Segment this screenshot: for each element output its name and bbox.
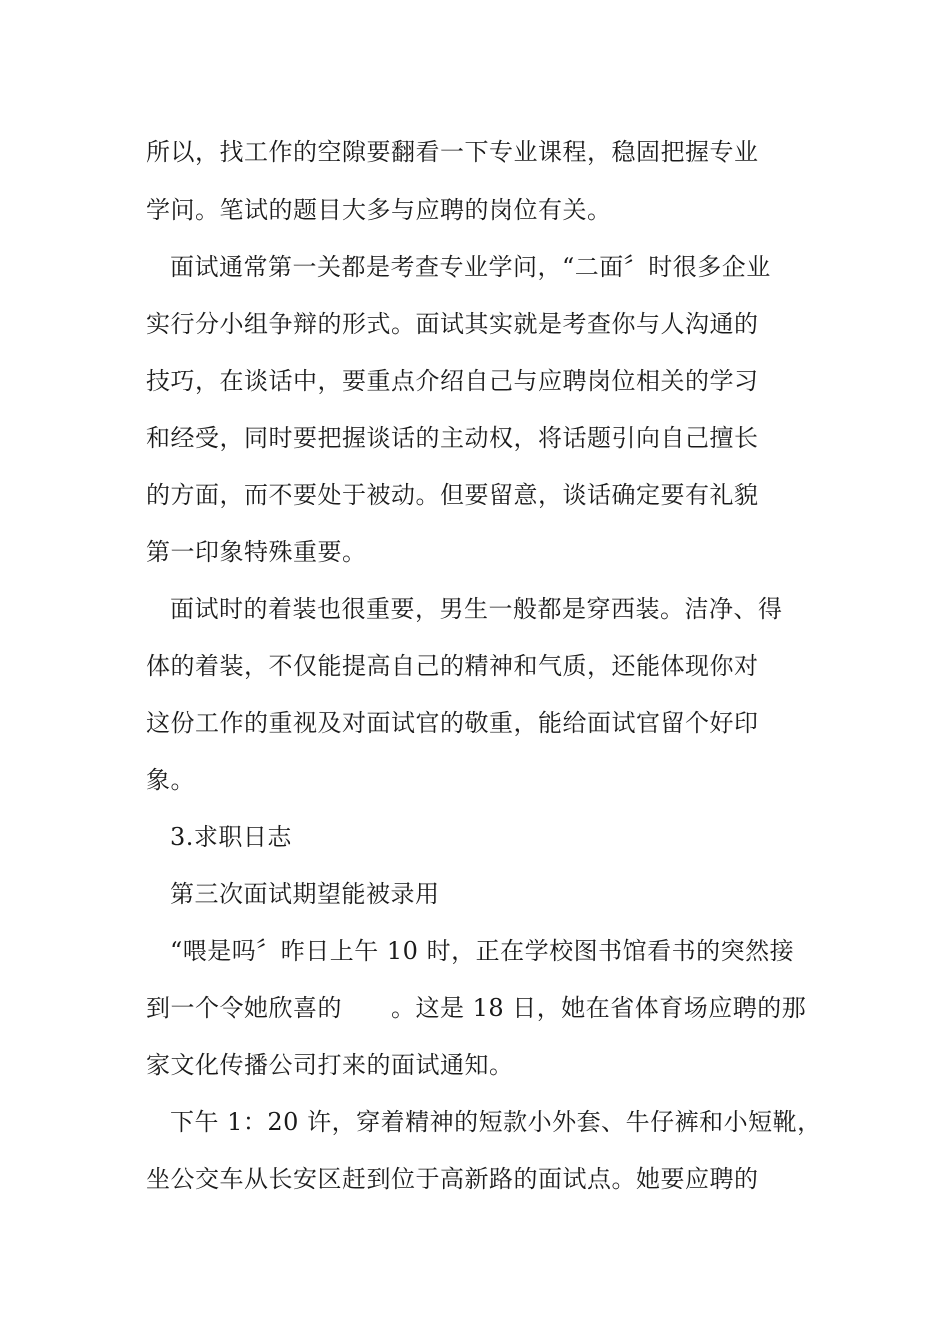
text-line: 所以，找工作的空隙要翻看一下专业课程，稳固把握专业 [146,138,759,166]
text-line: 坐公交车从长安区赶到位于高新路的面试点。她要应聘的 [146,1165,759,1193]
text-line: 这份工作的重视及对面试官的敬重，能给面试官留个好印 [146,709,759,737]
text-line: 体的着装，不仅能提高自己的精神和气质，还能体现你对 [146,652,759,680]
text-line: 第三次面试期望能被录用 [170,880,440,908]
text-line: 面试时的着装也很重要，男生一般都是穿西装。洁净、得 [170,595,783,623]
text-line: 技巧，在谈话中，要重点介绍自己与应聘岗位相关的学习 [146,367,759,395]
text-line: 第一印象特殊重要。 [146,538,367,566]
text-line: 的方面，而不要处于被动。但要留意，谈话确定要有礼貌 [146,481,759,509]
text-line: 面试通常第一关都是考查专业学问，“二面〞时很多企业 [170,253,771,281]
text-line: 下午 1：20 许，穿着精神的短款小外套、牛仔裤和小短靴， [170,1108,822,1136]
text-line: 实行分小组争辩的形式。面试其实就是考查你与人沟通的 [146,310,759,338]
text-line: “喂是吗〞昨日上午 10 时，正在学校图书馆看书的突然接 [170,937,795,965]
text-line: 家文化传播公司打来的面试通知。 [146,1051,514,1079]
text-line: 象。 [146,766,195,794]
text-line: 和经受，同时要把握谈话的主动权，将话题引向自己擅长 [146,424,759,452]
text-line: 学问。笔试的题目大多与应聘的岗位有关。 [146,196,612,224]
text-line: 到一个令她欣喜的 。这是 18 日，她在省体育场应聘的那 [146,994,807,1022]
section-heading: 3.求职日志 [170,823,292,851]
